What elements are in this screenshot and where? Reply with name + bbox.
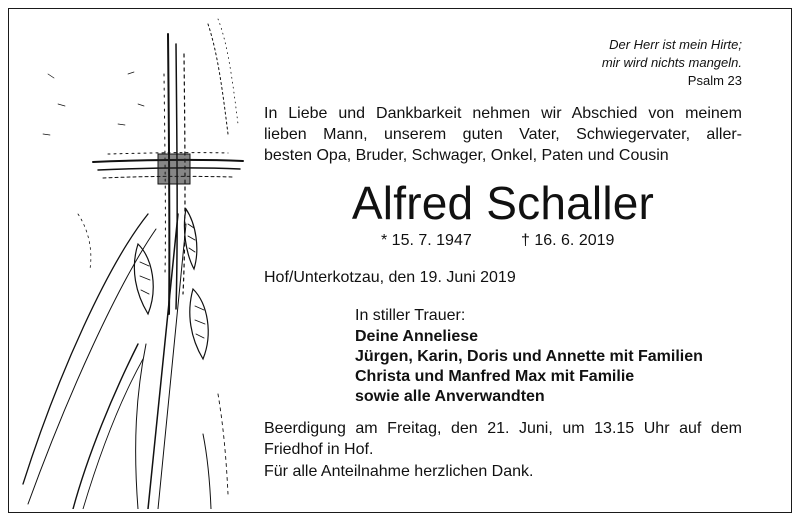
funeral-line-1: Beerdigung am Freitag, den 21. Juni, um 13.15 Uhr auf dem <box>264 420 742 437</box>
psalm-quote <box>602 36 742 72</box>
intro-line-1: In Liebe und Dankbarkeit nehmen wir Abschied von meinem <box>264 105 742 122</box>
mourner-list <box>355 327 703 407</box>
mourner-name: sowie alle Anverwandten <box>355 388 545 405</box>
intro-text <box>264 103 742 166</box>
place-date: Hof/Unterkotzau, den 19. Juni 2019 <box>264 269 516 286</box>
mourner-name: Jürgen, Karin, Doris und Annette mit Familien <box>355 348 703 365</box>
funeral-line-2: Friedhof in Hof. <box>264 441 374 458</box>
psalm-line-1: Der Herr ist mein Hirte; <box>609 37 742 52</box>
intro-line-3: besten Opa, Bruder, Schwager, Onkel, Paten und Cousin <box>264 147 669 164</box>
psalm-line-2: mir wird nichts mangeln. <box>601 55 742 70</box>
mourner-name: Christa und Manfred Max mit Familie <box>355 368 635 385</box>
death-date: † 16. 6. 2019 <box>521 232 615 249</box>
funeral-info <box>264 418 742 460</box>
thanks-note: Für alle Anteilnahme herzlichen Dank. <box>264 463 534 480</box>
mourning-heading: In stiller Trauer: <box>355 307 466 324</box>
cross-with-wheat-icon <box>18 14 248 509</box>
intro-line-2: lieben Mann, unserem guten Vater, Schwiegervater, aller- <box>264 126 742 143</box>
deceased-name: Alfred Schaller <box>351 177 655 229</box>
psalm-reference: Psalm 23 <box>687 73 742 88</box>
mourner-name: Deine Anneliese <box>355 328 479 345</box>
birth-date: * 15. 7. 1947 <box>381 232 472 249</box>
